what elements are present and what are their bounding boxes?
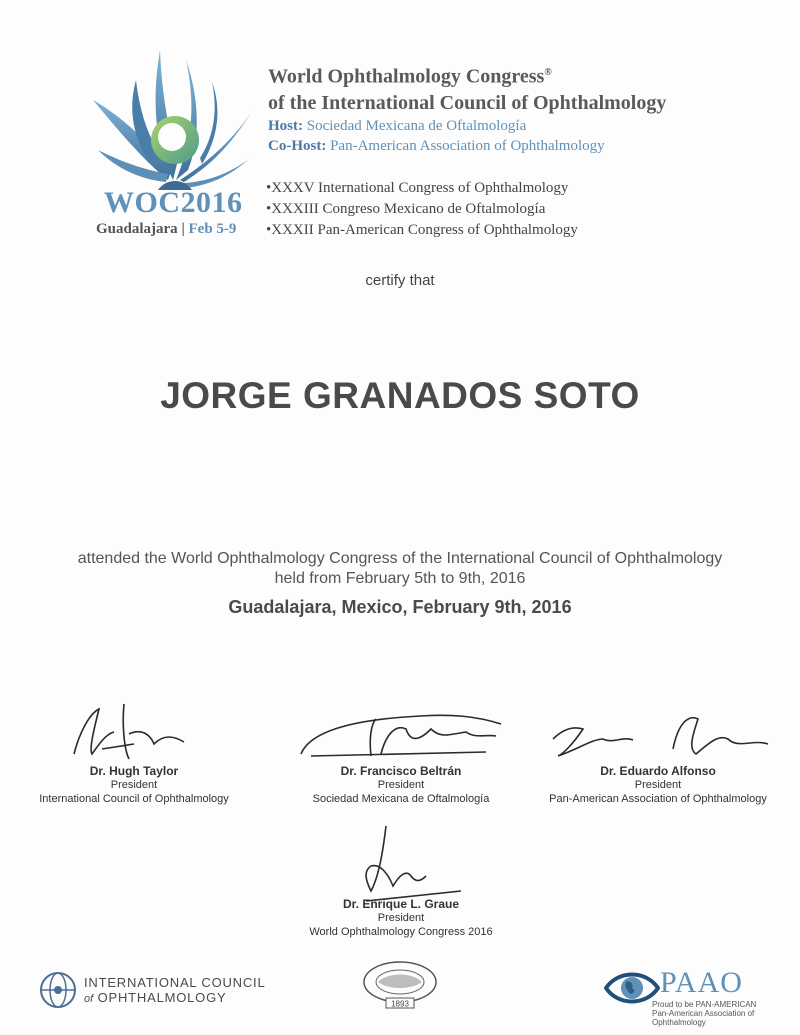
attended-line-2: held from February 5th to 9th, 2016 bbox=[274, 570, 526, 587]
paao-tag-2: Pan-American Association of Ophthalmology bbox=[652, 1009, 755, 1027]
host-value: Sociedad Mexicana de Oftalmología bbox=[306, 118, 527, 134]
signatory-org: Pan-American Association of Ophthalmology bbox=[549, 793, 767, 805]
signatory-title: President bbox=[377, 779, 425, 791]
congress-item: •XXXIII Congreso Mexicano de Oftalmología bbox=[266, 201, 546, 217]
signature-block-alfonso bbox=[528, 764, 788, 806]
icoph-of: of bbox=[84, 993, 94, 1005]
cohost-value: Pan-American Association of Ophthalmology bbox=[330, 138, 605, 154]
host-line bbox=[268, 118, 768, 135]
signature-block-taylor bbox=[4, 764, 264, 806]
place-and-date: Guadalajara, Mexico, February 9th, 2016 bbox=[228, 597, 572, 617]
title-line-2: of the International Council of Ophthalmology bbox=[268, 91, 667, 114]
smo-seal-icon bbox=[358, 958, 442, 1010]
signature-block-graue bbox=[271, 897, 531, 939]
congress-title bbox=[268, 60, 768, 116]
seal-year: 1893 bbox=[391, 999, 409, 1009]
cohost-line bbox=[268, 138, 768, 155]
signatory-name: Dr. Eduardo Alfonso bbox=[600, 764, 716, 778]
woc-year-text: WOC2016 bbox=[104, 186, 243, 219]
title-line-1: World Ophthalmology Congress bbox=[268, 65, 545, 88]
paao-tagline bbox=[652, 1000, 800, 1027]
signatory-name: Dr. Enrique L. Graue bbox=[342, 897, 460, 911]
signatory-org: Sociedad Mexicana de Oftalmología bbox=[312, 793, 490, 805]
paao-wordmark: PAAO bbox=[660, 966, 743, 999]
signatory-title: President bbox=[634, 779, 682, 791]
signatory-name: Dr. Hugh Taylor bbox=[89, 764, 179, 778]
attended-line-1: attended the World Ophthalmology Congress of the International Council of Ophthalmology bbox=[77, 550, 723, 567]
signatory-title: President bbox=[377, 912, 425, 924]
signatory-org: International Council of Ophthalmology bbox=[39, 793, 229, 805]
signature-icon bbox=[528, 694, 788, 774]
signature-icon bbox=[271, 815, 531, 907]
certify-text: certify that bbox=[365, 272, 435, 289]
woc-dates: Feb 5-9 bbox=[188, 221, 237, 237]
host-label: Host: bbox=[268, 118, 303, 134]
icoph-line-2: OPHTHALMOLOGY bbox=[97, 990, 227, 1005]
woc-separator: | bbox=[181, 221, 185, 237]
signature-icon bbox=[271, 694, 531, 774]
signature-icon bbox=[4, 694, 264, 774]
signature-block-beltran bbox=[271, 764, 531, 806]
icoph-line-1: INTERNATIONAL COUNCIL bbox=[84, 975, 266, 990]
registered-mark: ® bbox=[544, 67, 552, 78]
signatory-title: President bbox=[110, 779, 158, 791]
signatory-name: Dr. Francisco Beltrán bbox=[340, 764, 462, 778]
recipient-name: JORGE GRANADOS SOTO bbox=[160, 375, 640, 416]
congress-list bbox=[266, 178, 786, 241]
woc-city: Guadalajara bbox=[96, 221, 178, 237]
congress-item: •XXXV International Congress of Ophthalmology bbox=[266, 180, 569, 196]
icoph-globe-icon bbox=[38, 970, 78, 1010]
woc-city-dates bbox=[96, 221, 236, 238]
icoph-wordmark bbox=[84, 975, 265, 1007]
congress-item: •XXXII Pan-American Congress of Ophthalmology bbox=[266, 222, 578, 238]
signatory-org: World Ophthalmology Congress 2016 bbox=[309, 926, 493, 938]
cohost-label: Co-Host: bbox=[268, 138, 327, 154]
paao-tag-1: Proud to be PAN-AMERICAN bbox=[652, 1000, 757, 1009]
attendance-statement bbox=[0, 549, 800, 589]
